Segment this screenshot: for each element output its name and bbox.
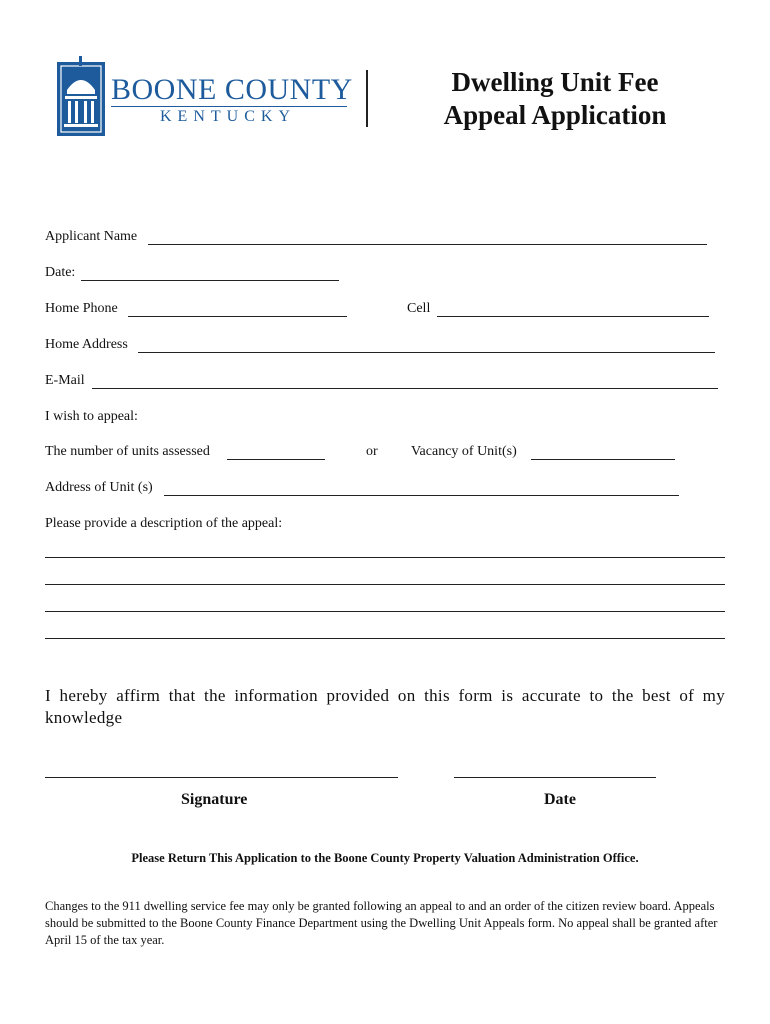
description-prompt: Please provide a description of the appeal: xyxy=(45,516,283,531)
email-field[interactable] xyxy=(92,388,718,389)
or-label: or xyxy=(366,444,378,459)
page-title-line1: Dwelling Unit Fee xyxy=(451,67,659,97)
changes-note: Changes to the 911 dwelling service fee may only be granted following an appeal to and an order of the citizen review board. Appeals should be submitted to the Boone County Finance Department using the Dwelling Unit Appeals form. No appeal shall be granted after April 15 of the tax year. xyxy=(45,899,718,947)
description-line-1[interactable] xyxy=(45,557,725,558)
page-title xyxy=(400,66,710,132)
description-line-2[interactable] xyxy=(45,584,725,585)
units-assessed-label: The number of units assessed xyxy=(45,444,210,459)
cell-label: Cell xyxy=(407,301,431,316)
vacancy-field[interactable] xyxy=(531,459,675,460)
description-line-3[interactable] xyxy=(45,611,725,612)
wish-to-appeal-label: I wish to appeal: xyxy=(45,409,138,424)
cell-field[interactable] xyxy=(437,316,709,317)
date-signature-label: Date xyxy=(544,791,576,808)
applicant-name-field[interactable] xyxy=(148,244,707,245)
page-title-line2: Appeal Application xyxy=(443,100,667,130)
applicant-name-label: Applicant Name xyxy=(45,229,138,244)
signature-label: Signature xyxy=(181,791,248,808)
header-divider xyxy=(366,70,368,127)
unit-address-label: Address of Unit (s) xyxy=(45,480,153,495)
date-field[interactable] xyxy=(81,280,339,281)
signature-date-field[interactable] xyxy=(454,777,656,778)
return-instructions: Please Return This Application to the Boone County Property Valuation Administration Office. xyxy=(131,851,639,865)
home-address-field[interactable] xyxy=(138,352,715,353)
home-address-label: Home Address xyxy=(45,337,128,352)
home-phone-label: Home Phone xyxy=(45,301,118,316)
date-label: Date: xyxy=(45,265,76,280)
description-line-4[interactable] xyxy=(45,638,725,639)
unit-address-field[interactable] xyxy=(164,495,679,496)
home-phone-field[interactable] xyxy=(128,316,347,317)
logo-subtitle: KENTUCKY xyxy=(160,108,296,125)
email-label: E-Mail xyxy=(45,373,85,388)
logo-title: BOONE COUNTY xyxy=(111,73,353,106)
vacancy-label: Vacancy of Unit(s) xyxy=(411,444,517,459)
signature-field[interactable] xyxy=(45,777,398,778)
units-assessed-field[interactable] xyxy=(227,459,325,460)
logo-rule xyxy=(111,106,347,107)
affirmation-text: I hereby affirm that the information provided on this form is accurate to the best of my knowledge xyxy=(45,686,725,727)
